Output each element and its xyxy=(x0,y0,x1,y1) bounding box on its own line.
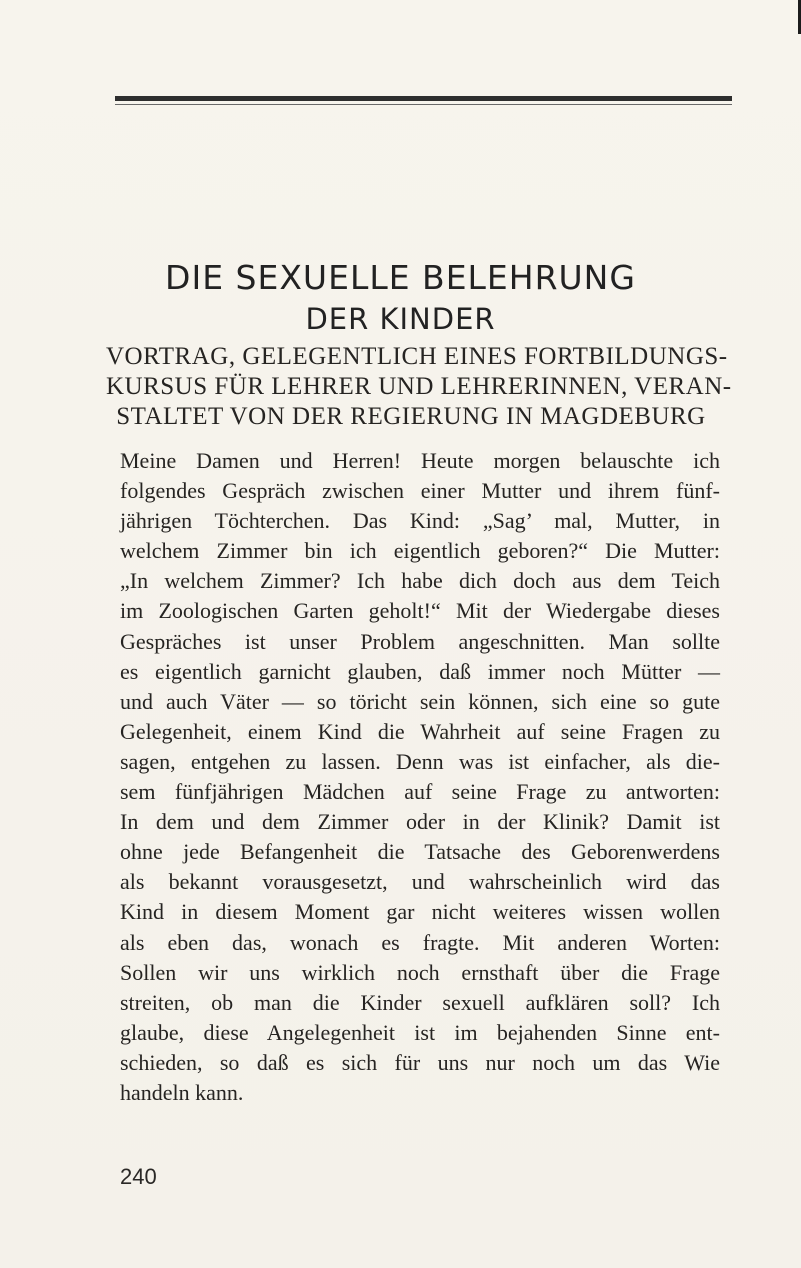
text-line: schieden, so daß es sich für uns nur noch um das Wie xyxy=(120,1049,720,1075)
subtitle-line: VORTRAG, GELEGENTLICH EINES FORTBILDUNGS- xyxy=(106,343,728,370)
subtitle-line: KURSUS FÜR LEHRER UND LEHRERINNEN, VERAN- xyxy=(106,373,732,400)
text-line: Gelegenheit, einem Kind die Wahrheit auf seine Fragen zu xyxy=(120,718,720,744)
text-line: folgendes Gespräch zwischen einer Mutter und ihrem fünf- xyxy=(120,478,720,504)
text-line: welchem Zimmer bin ich eigentlich geboren?“ Die Mutter: xyxy=(120,538,720,564)
chapter-title-line-1: DIE SEXUELLE BELEHRUNG xyxy=(165,258,636,297)
text-line: Kind in diesem Moment gar nicht weiteres wissen wollen xyxy=(120,899,720,925)
chapter-subtitle xyxy=(106,342,732,432)
chapter-title-line-2: DER KINDER xyxy=(305,302,496,336)
text-line: streiten, ob man die Kinder sexuell aufklären soll? Ich xyxy=(120,989,720,1015)
text-line: es eigentlich garnicht glauben, daß immer noch Mütter — xyxy=(120,658,720,684)
header-rule-thin xyxy=(115,104,732,105)
page-number: 240 xyxy=(120,1164,157,1189)
text-line: In dem und dem Zimmer oder in der Klinik? Damit ist xyxy=(120,809,720,835)
text-line: sem fünfjährigen Mädchen auf seine Frage zu antworten: xyxy=(120,779,720,805)
text-line: ohne jede Befangenheit die Tatsache des Geborenwerdens xyxy=(120,839,720,865)
text-line: Meine Damen und Herren! Heute morgen belauschte ich xyxy=(120,448,720,473)
text-line: als eben das, wonach es fragte. Mit anderen Worten: xyxy=(120,929,720,955)
text-line: jährigen Töchterchen. Das Kind: „Sag’ mal, Mutter, in xyxy=(120,508,720,534)
text-line: und auch Väter — so töricht sein können, sich eine so gute xyxy=(120,688,720,714)
text-line: Gespräches ist unser Problem angeschnitten. Man sollte xyxy=(120,628,720,654)
body-paragraph xyxy=(120,446,720,1108)
text-line: im Zoologischen Garten geholt!“ Mit der Wiedergabe dieses xyxy=(120,598,720,624)
header-rule-thick xyxy=(115,96,732,101)
text-line: Sollen wir uns wirklich noch ernsthaft über die Frage xyxy=(120,959,720,985)
text-line: als bekannt vorausgesetzt, und wahrscheinlich wird das xyxy=(120,869,720,895)
text-line: „In welchem Zimmer? Ich habe dich doch aus dem Teich xyxy=(120,568,720,594)
text-line: handeln kann. xyxy=(120,1079,244,1105)
text-line: sagen, entgehen zu lassen. Denn was ist einfacher, als die- xyxy=(120,748,720,774)
text-line: glaube, diese Angelegenheit ist im bejahenden Sinne ent- xyxy=(120,1019,720,1045)
subtitle-line: STALTET VON DER REGIERUNG IN MAGDEBURG xyxy=(116,403,706,430)
